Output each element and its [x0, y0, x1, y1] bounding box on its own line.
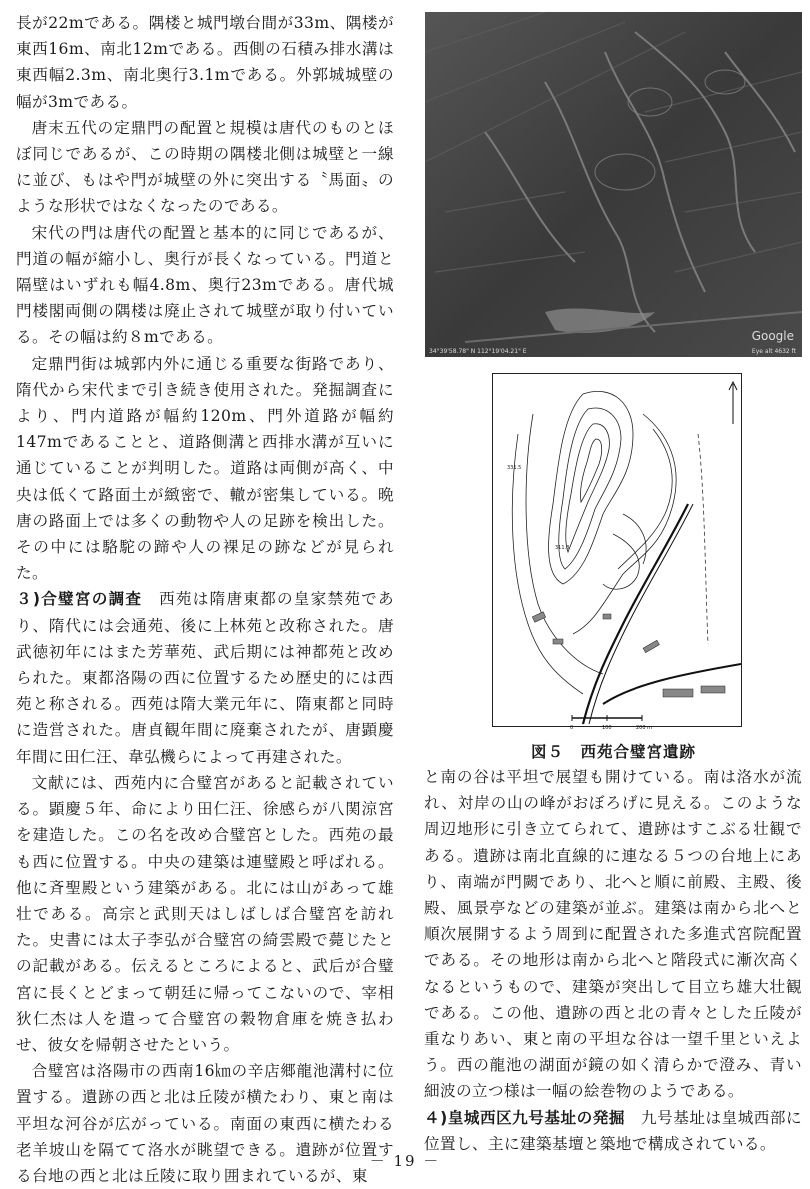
paragraph [16, 220, 394, 351]
paragraph-text: 西苑は隋唐東都の皇家禁苑であり、隋代には会通苑、後に上林苑と改称された。唐武徳初年にはまた芳華苑、武后期には神都苑と改められた。東都洛陽の西に位置するため歴史的には西苑と称される。西苑は隋大業元年に、隋東都と同時に造営された。唐貞観年間に廃棄されたが、唐顕慶年間に田仁汪、韋弘機らによって再建された。 [16, 590, 394, 766]
figure-caption: 図５ 西苑合璧宮遺跡 [530, 743, 696, 761]
paragraph [16, 351, 394, 587]
paragraph [16, 586, 394, 769]
paragraph [16, 115, 394, 220]
paragraph-text: 合璧宮は洛陽市の西南16㎞の辛店郷龍池溝村に位置する。遺跡の西と北は丘陵が横たわり、東と南は平坦な河谷が広がっている。南面の東西に横たわる老羊坡山を隔てて洛水が眺望できる。遺跡が位置する台地の西と北は丘陵に取り囲まれているが、東 [16, 1062, 394, 1185]
paragraph-text: 定鼎門街は城郭内外に通じる重要な街路であり、隋代から宋代まで引き続き使用された。発掘調査により、門内道路が幅約120m、門外道路が幅約147mであることと、道路側溝と西排水溝が互いに通じていることが判明した。道路は両側が高く、中央は低くて路面土が緻密で、轍が密集している。晩唐の路面上では多くの動物や人の足跡を検出した。その中には駱駝の蹄や人の裸足の跡などが見られた。 [16, 354, 394, 583]
topographic-map [492, 373, 742, 727]
scale-label: 0 [570, 725, 574, 731]
paragraph-text: 宋代の門は唐代の配置と基本的に同じであるが、門道の幅が縮小し、奥行が長くなっている。門道と隔壁はいずれも幅4.8m、奥行23mである。唐代城門楼閣両側の隅楼は廃止されて城壁が取り付いている。その幅は約８mである。 [16, 223, 394, 347]
paragraph [16, 770, 394, 1058]
left-text-column [16, 10, 394, 1189]
paragraph [424, 764, 802, 1105]
right-text-column [424, 764, 802, 1157]
section-heading: ３)合璧宮の調査 [16, 590, 143, 609]
section-heading: ４)皇城西区九号基址の発掘 [424, 1108, 625, 1127]
scale-label: 200 m [636, 725, 653, 731]
aerial-photo [425, 12, 802, 357]
scale-label: 100 [602, 725, 612, 731]
photo-elevation: Eye alt 4632 ft [751, 348, 796, 355]
paragraph [16, 10, 394, 115]
google-watermark: Google [751, 329, 794, 343]
page-number: － 19 － [369, 1152, 441, 1170]
paragraph-text: と南の谷は平坦で展望も開けている。南は洛水が流れ、対岸の山の峰がおぼろげに見える。このような周辺地形に引き立てられて、遺跡はすこぶる壮観である。遺跡は南北直線的に連なる５つの台地上にあり、南端が門闕であり、北へと順に前殿、主殿、後殿、風景亭などの建築が並ぶ。建築は南から北へと順次展開するよう周到に配置された多進式宮院配置である。その地形は南から北へと階段式に漸次高くなるというもので、建築が突出して目立ち雄大壮観である。この他、遺跡の西と北の青々とした丘陵が重なりあい、東と南の平坦な谷は一望千里といえよう。西の龍池の湖面が鏡の如く清らかで澄み、青い細波の立つ様は一幅の絵巻物のようである。 [424, 768, 802, 1101]
map-scale-bar [562, 712, 662, 734]
paragraph-text: 九号基址は皇城西部に位置し、主に建築基壇と築地で構成されている。 [424, 1108, 803, 1153]
photo-coordinates: 34°39'58.78" N 112°19'04.21" E [429, 348, 527, 355]
map-spot-height: 331.5 [507, 465, 522, 471]
paragraph-text: 唐末五代の定鼎門の配置と規模は唐代のものとほぼ同じであるが、この時期の隅楼北側は城壁と一線に並び、もはや門が城壁の外に突出する〝馬面〟のような形状ではなくなったのである。 [16, 118, 394, 216]
paragraph-text: 長が22mである。隅楼と城門墩台間が33m、隅楼が東西16m、南北12mである。西側の石積み排水溝は東西幅2.3m、南北奥行3.1mである。外郭城城壁の幅が3mである。 [16, 14, 394, 111]
paragraph-text: 文献には、西苑内に合璧宮があると記載されている。顕慶５年、命により田仁汪、徐感らが八関涼宮を建造した。この名を改め合璧宮とした。西苑の最も西に位置する。中央の建築は連璧殿と呼ばれる。他に斉聖殿という建築がある。北には山があって雄壮である。高宗と武則天はしばしば合璧宮を訪れた。史書には太子李弘が合璧宮の綺雲殿で薨じたとの記載がある。伝えるところによると、武后が合璧宮に長くとどまって朝廷に帰ってこないので、宰相狄仁杰は人を遣って合璧宮の穀物倉庫を焼き払わせ、彼女を帰朝させたという。 [16, 773, 394, 1054]
map-spot-height: 311.8 [555, 545, 570, 551]
